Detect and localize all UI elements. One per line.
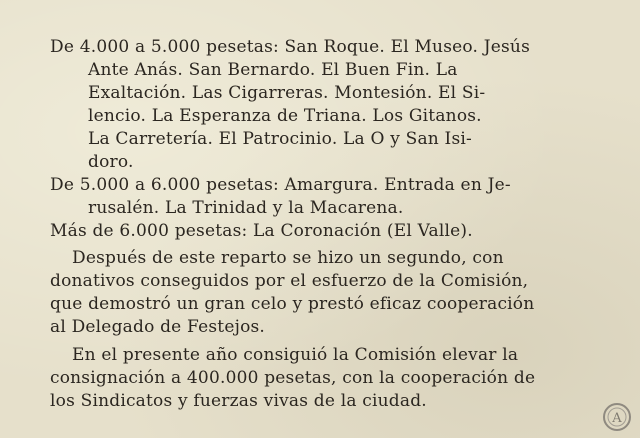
p4-line-4: al Delegado de Festejos. [50, 317, 266, 337]
p4-line-2: donativos conseguidos por el esfuerzo de la Comisión, [50, 271, 529, 291]
p1-line-2: Ante Anás. San Bernardo. El Buen Fin. La [88, 60, 458, 80]
p2-line-1: De 5.000 a 6.000 pesetas: Amargura. Entrada en Je- [50, 175, 511, 195]
p2-line-2: rusalén. La Trinidad y la Macarena. [88, 198, 404, 218]
svg-text:A: A [612, 411, 622, 426]
p5-line-3: los Sindicatos y fuerzas vivas de la ciudad. [50, 391, 427, 411]
p3-line-1: Más de 6.000 pesetas: La Coronación (El Valle). [50, 221, 473, 241]
p4-line-3: que demostró un gran celo y prestó eficaz cooperación [50, 294, 535, 314]
p5-line-1: En el presente año consiguió la Comisión elevar la [72, 345, 519, 365]
p1-line-6: doro. [88, 152, 134, 172]
p1-line-1: De 4.000 a 5.000 pesetas: San Roque. El Museo. Jesús [50, 37, 530, 57]
p4-line-1: Después de este reparto se hizo un segundo, con [72, 248, 504, 268]
p1-line-5: La Carretería. El Patrocinio. La O y San Isi- [88, 129, 472, 149]
p1-line-4: lencio. La Esperanza de Triana. Los Gitanos. [88, 106, 482, 126]
p1-line-3: Exaltación. Las Cigarreras. Montesión. El Si- [88, 83, 486, 103]
p5-line-2: consignación a 400.000 pesetas, con la cooperación de [50, 368, 536, 388]
archive-seal-icon [602, 402, 632, 432]
